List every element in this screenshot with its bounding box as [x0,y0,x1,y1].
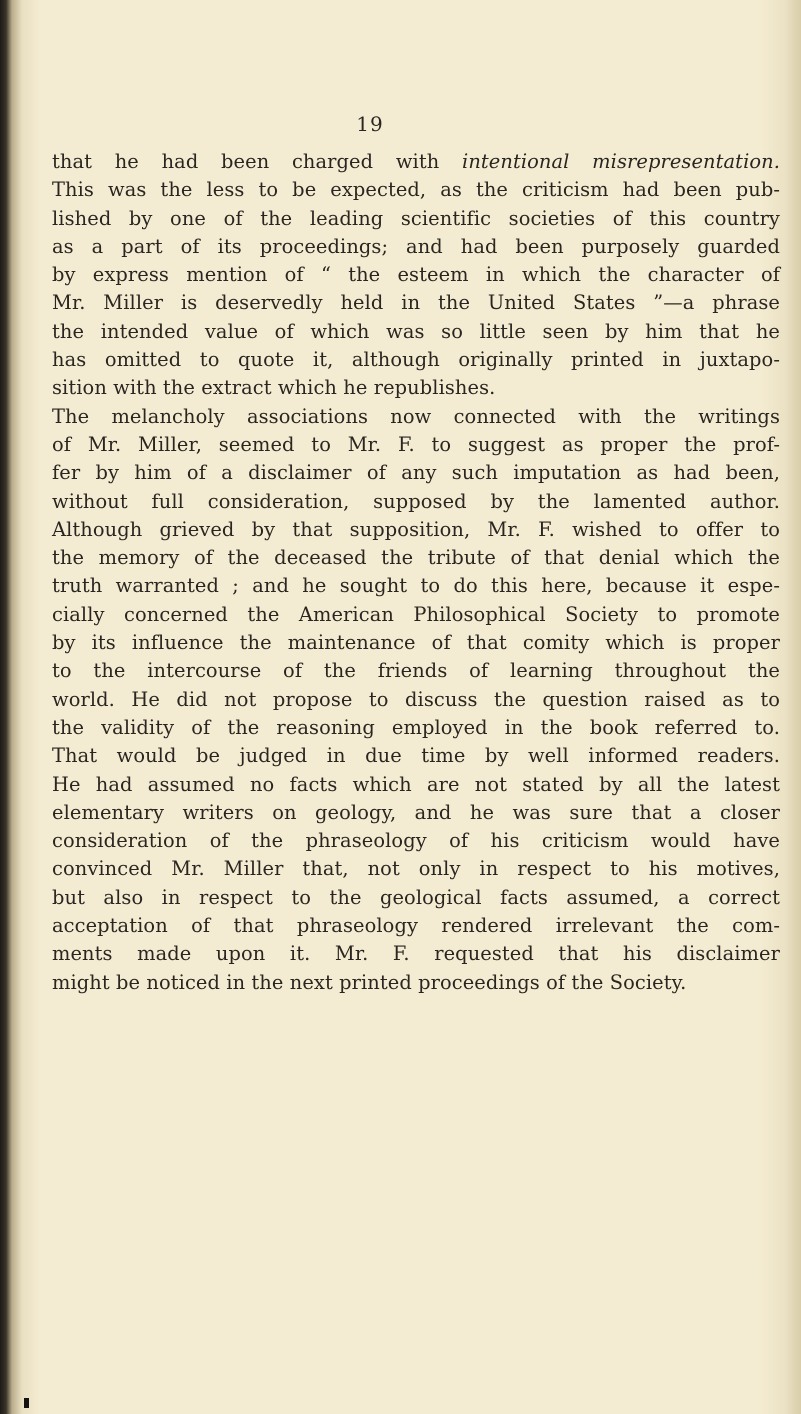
text-line: to the intercourse of the friends of learning throughout the [52,659,780,683]
text-line: the intended value of which was so little seen by him that he [52,319,780,343]
text-line: consideration of the phraseology of his criticism would have [52,829,780,853]
text-line: by its influence the maintenance of that comity which is proper [52,631,780,655]
text-line: elementary writers on geology, and he was sure that a closer [52,800,780,824]
text-line: Although grieved by that supposition, Mr. F. wished to offer to [52,517,780,541]
text-line: without full consideration, supposed by the lamented author. [52,489,780,513]
text-line: the memory of the deceased the tribute of that denial which the [52,546,780,570]
body-text [52,148,780,997]
text-line: acceptation of that phraseology rendered irrelevant the com- [52,914,780,938]
text-line: might be noticed in the next printed proceedings of the Society. [52,970,687,994]
text-line: fer by him of a disclaimer of any such imputation as had been, [52,461,780,485]
text-line: the validity of the reasoning employed in the book referred to. [52,715,780,739]
scan-mark [24,1398,29,1408]
text-line: This was the less to be expected, as the criticism had been pub- [52,178,780,202]
text-line: convinced Mr. Miller that, not only in respect to his motives, [52,857,780,881]
text-line: has omitted to quote it, although originally printed in juxtapo- [52,348,780,372]
emphasis-text: intentional misrepresentation. [462,150,780,173]
text-line: ments made upon it. Mr. F. requested that his disclaimer [52,942,780,966]
text-line: Mr. Miller is deservedly held in the United States ”—a phrase [52,291,780,315]
page-number: 19 [356,112,384,136]
text-line: as a part of its proceedings; and had been purposely guarded [52,234,780,258]
text-line: by express mention of “ the esteem in which the character of [52,263,780,287]
text-line: but also in respect to the geological facts assumed, a correct [52,885,780,909]
text-line: of Mr. Miller, seemed to Mr. F. to suggest as proper the prof- [52,432,780,456]
text-line: That would be judged in due time by well informed readers. [52,744,780,768]
text-line: truth warranted ; and he sought to do this here, because it espe- [52,574,780,598]
text-line: The melancholy associations now connected with the writings [52,404,780,428]
text-line: that he had been charged with intentional misrepresentation. [52,150,780,173]
text-line: world. He did not propose to discuss the question raised as to [52,687,780,711]
text-line: lished by one of the leading scientific societies of this country [52,206,780,230]
text-line: cially concerned the American Philosophical Society to promote [52,602,780,626]
text-line: sition with the extract which he republishes. [52,376,496,400]
text-line: He had assumed no facts which are not stated by all the latest [52,772,780,796]
